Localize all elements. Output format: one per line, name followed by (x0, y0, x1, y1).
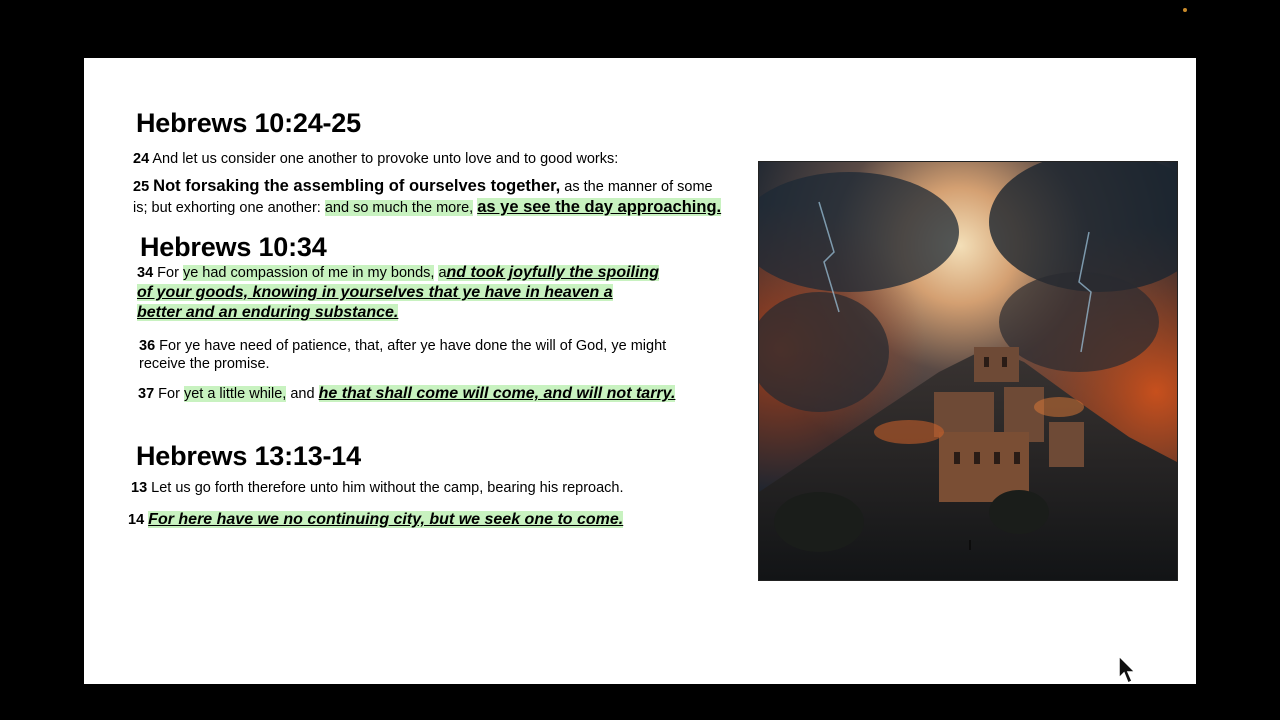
emphasized-text: nd took joyfully the spoiling (446, 264, 659, 281)
verse-number: 25 (133, 179, 150, 195)
verse-34-line-3 (137, 303, 398, 323)
verse-25-line-1 (133, 176, 713, 197)
verse-text: And let us consider one another to provoke unto love and to good works: (152, 151, 619, 167)
highlighted-text: ye had compassion of me in my bonds, (182, 265, 435, 281)
verse-text: For (158, 386, 180, 402)
section-title-hebrews-13-13-14: Hebrews 13:13-14 (136, 441, 361, 471)
verse-25-line-2 (133, 197, 721, 218)
verse-34-line-2 (137, 283, 613, 303)
verse-number: 37 (138, 386, 155, 402)
verse-text: For (157, 265, 179, 281)
verse-number: 24 (133, 151, 150, 167)
burning-city-illustration-icon (759, 162, 1177, 580)
verse-text: For ye have need of patience, that, after ye have done the will of God, ye might (159, 338, 667, 354)
verse-34-line-1 (137, 263, 659, 283)
emphasized-text: For here have we no continuing city, but we seek one to come. (148, 511, 624, 528)
emphasized-text: he that shall come will come, and will not tarry. (318, 385, 676, 402)
verse-14 (128, 510, 623, 530)
presentation-slide (84, 58, 1196, 684)
indicator-dot (1183, 8, 1187, 12)
verse-text: as the manner of some (564, 179, 713, 195)
verse-text: and (290, 386, 315, 402)
verse-bold-text: Not forsaking the assembling of ourselves together, (153, 177, 561, 195)
verse-text: Let us go forth therefore unto him without the camp, bearing his reproach. (151, 480, 624, 496)
emphasized-text: as ye see the day approaching. (477, 198, 722, 216)
verse-text: a (438, 265, 447, 281)
verse-13 (131, 478, 624, 498)
verse-number: 34 (137, 265, 154, 281)
verse-36 (139, 337, 666, 373)
highlighted-text: yet a little while, (183, 386, 287, 402)
burning-city-image (758, 161, 1178, 581)
section-title-hebrews-10-34: Hebrews 10:34 (140, 232, 327, 262)
emphasized-text: of your goods, knowing in yourselves that ye have in heaven a (137, 284, 613, 301)
verse-number: 14 (128, 512, 145, 528)
verse-text: is; but exhorting one another: (133, 200, 321, 216)
verse-number: 13 (131, 480, 148, 496)
emphasized-text: better and an enduring substance. (137, 304, 399, 321)
verse-24 (133, 149, 618, 169)
highlighted-text: and so much the more, (324, 200, 474, 216)
verse-number: 36 (139, 338, 156, 354)
mouse-cursor-icon (1118, 655, 1138, 685)
verse-37 (138, 384, 675, 404)
verse-text: receive the promise. (139, 356, 270, 372)
section-title-hebrews-10-24-25: Hebrews 10:24-25 (136, 108, 361, 138)
